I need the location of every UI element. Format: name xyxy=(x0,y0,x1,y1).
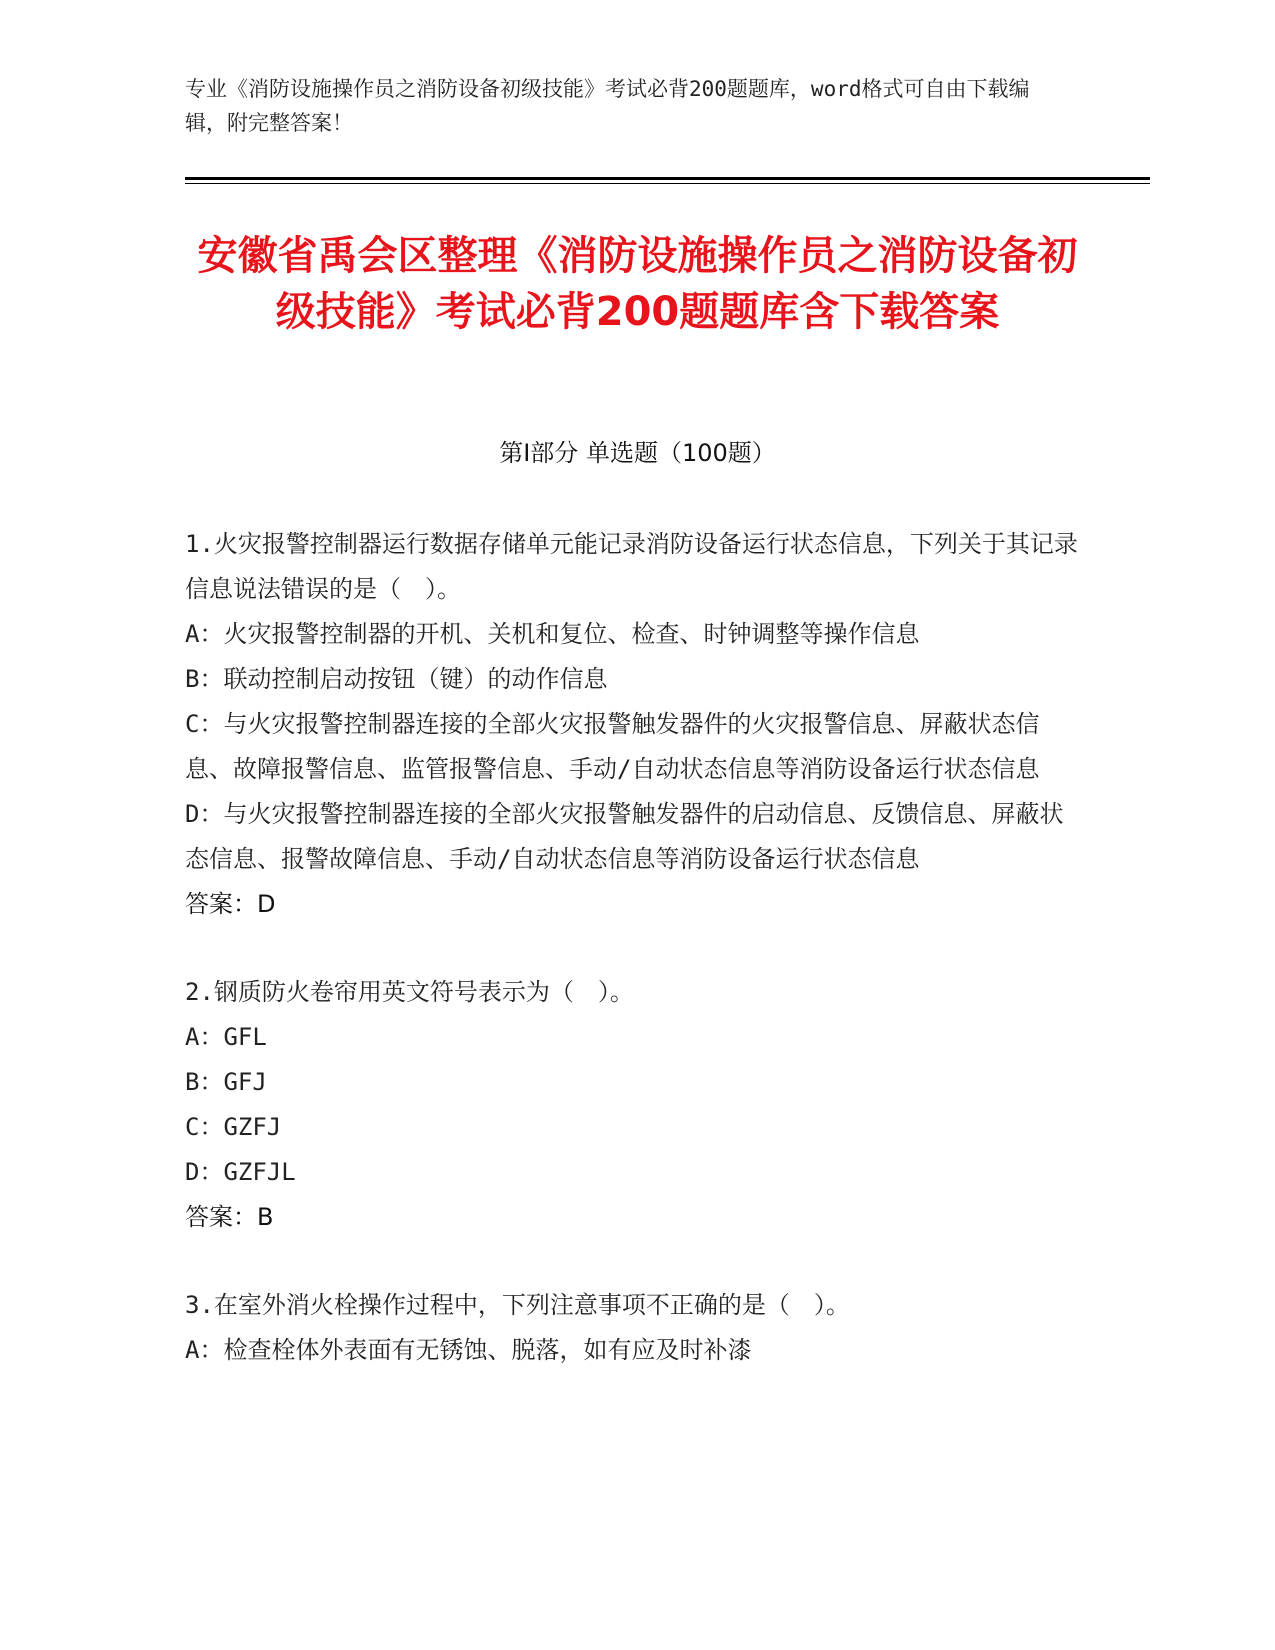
option-a: A：火灾报警控制器的开机、关机和复位、检查、时钟调整等操作信息 xyxy=(185,620,920,648)
document-title: 安徽省禹会区整理《消防设施操作员之消防设备初级技能》考试必背200题题库含下载答案 xyxy=(197,233,1078,335)
answer: 答案：D xyxy=(185,890,276,918)
option-c: C：GZFJ xyxy=(185,1113,282,1141)
question-2 xyxy=(185,970,1085,1240)
header-divider-thick xyxy=(185,177,1150,180)
header-note: 专业《消防设施操作员之消防设备初级技能》考试必背200题题库，word格式可自由下载编辑，附完整答案！ xyxy=(185,77,1030,135)
option-d: D：与火灾报警控制器连接的全部火灾报警触发器件的启动信息、反馈信息、屏蔽状态信息、报警故障信息、手动/自动状态信息等消防设备运行状态信息 xyxy=(185,800,1064,873)
question-stem: 1.火灾报警控制器运行数据存储单元能记录消防设备运行状态信息，下列关于其记录信息说法错误的是（ ）。 xyxy=(185,530,1078,603)
option-a: A：检查栓体外表面有无锈蚀、脱落，如有应及时补漆 xyxy=(185,1336,752,1364)
answer: 答案：B xyxy=(185,1203,274,1231)
option-b: B：联动控制启动按钮（键）的动作信息 xyxy=(185,665,608,693)
option-d: D：GZFJL xyxy=(185,1158,296,1186)
header-divider-thin xyxy=(185,183,1150,184)
option-a: A：GFL xyxy=(185,1023,267,1051)
question-3 xyxy=(185,1283,1085,1373)
question-1 xyxy=(185,522,1085,927)
question-stem: 3.在室外消火栓操作过程中，下列注意事项不正确的是（ ）。 xyxy=(185,1291,850,1319)
question-stem: 2.钢质防火卷帘用英文符号表示为（ ）。 xyxy=(185,978,634,1006)
question-list xyxy=(185,522,1085,1416)
option-b: B：GFJ xyxy=(185,1068,267,1096)
section-title: 第Ⅰ部分 单选题（100题） xyxy=(499,439,776,467)
option-c: C：与火灾报警控制器连接的全部火灾报警触发器件的火灾报警信息、屏蔽状态信息、故障报警信息、监管报警信息、手动/自动状态信息等消防设备运行状态信息 xyxy=(185,710,1040,783)
